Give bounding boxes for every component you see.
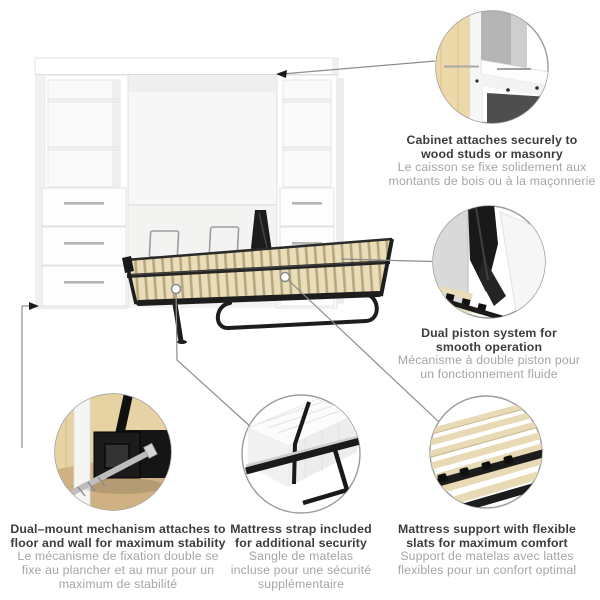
open-shelves-right (283, 80, 331, 187)
drawer-handle (292, 202, 322, 205)
callout-title-line: floor and wall for maximum stability (10, 536, 226, 550)
shelf-board (48, 147, 120, 150)
callout-title-line: Cabinet attaches securely to (406, 133, 578, 147)
callout-circle-strap (242, 395, 360, 513)
drawer-handle (64, 281, 104, 284)
callout-desc-line: flexibles pour un confort optimal (397, 562, 577, 577)
callout-title-line: Mattress support with flexible (397, 522, 577, 536)
callout-title-line: smooth operation (435, 340, 543, 354)
callout-circle-slats (426, 396, 548, 512)
leader-dot-slats (281, 273, 290, 282)
callout-desc-line: Mécanisme à double piston pour (397, 353, 581, 367)
callout-title-line: Dual piston system for (421, 326, 557, 340)
callout-circle-piston (428, 204, 548, 324)
wood-stud (430, 5, 472, 135)
callout-circle-dual-mount (54, 393, 174, 513)
callout-desc-line: incluse pour une sécurité (230, 562, 372, 577)
callout-desc-line: supplémentaire (257, 576, 345, 591)
shelf-board (283, 147, 331, 150)
callout-desc-line: montants de bois ou à la maçonnerie (388, 173, 596, 188)
leader-strap (176, 289, 252, 428)
baseboard (74, 393, 90, 513)
shelf-board (48, 99, 120, 102)
callout-text-piston (374, 326, 600, 382)
callout-text-cabinet (377, 133, 600, 189)
callout-desc-line: Sangle de matelas (248, 549, 354, 563)
callout-circle-cabinet (430, 5, 549, 135)
callout-title-line: for additional security (235, 536, 367, 550)
callout-desc-line: Le caisson se fixe solidement aux (397, 160, 587, 174)
storage-tower-left (36, 75, 128, 309)
callout-title-line: Mattress strap included (230, 522, 372, 536)
open-shelves-left (48, 80, 120, 187)
callout-title-line: Dual–mount mechanism attaches to (10, 522, 226, 536)
drawers-left (42, 188, 126, 306)
callout-title-line: slats for maximum comfort (406, 536, 568, 550)
callout-desc-line: maximum de stabilité (58, 576, 178, 591)
callout-text-slats (374, 522, 600, 578)
drawer-handle (64, 242, 104, 245)
callout-desc-line: un fonctionnement fluide (420, 366, 558, 381)
shelf-board (283, 99, 331, 102)
wall-bed-unit (35, 58, 392, 344)
drawer-handle (64, 202, 104, 205)
callout-desc-line: fixe au plancher et au mur pour un (21, 562, 215, 577)
slat (430, 314, 472, 322)
callout-desc-line: Support de matelas avec lattes (400, 549, 574, 563)
callout-title-line: wood studs or masonry (421, 147, 563, 161)
callout-desc-line: Le mécanisme de fixation double se (17, 549, 219, 563)
leader-dot-strap (172, 285, 181, 294)
top-shelf-panel (35, 58, 338, 75)
